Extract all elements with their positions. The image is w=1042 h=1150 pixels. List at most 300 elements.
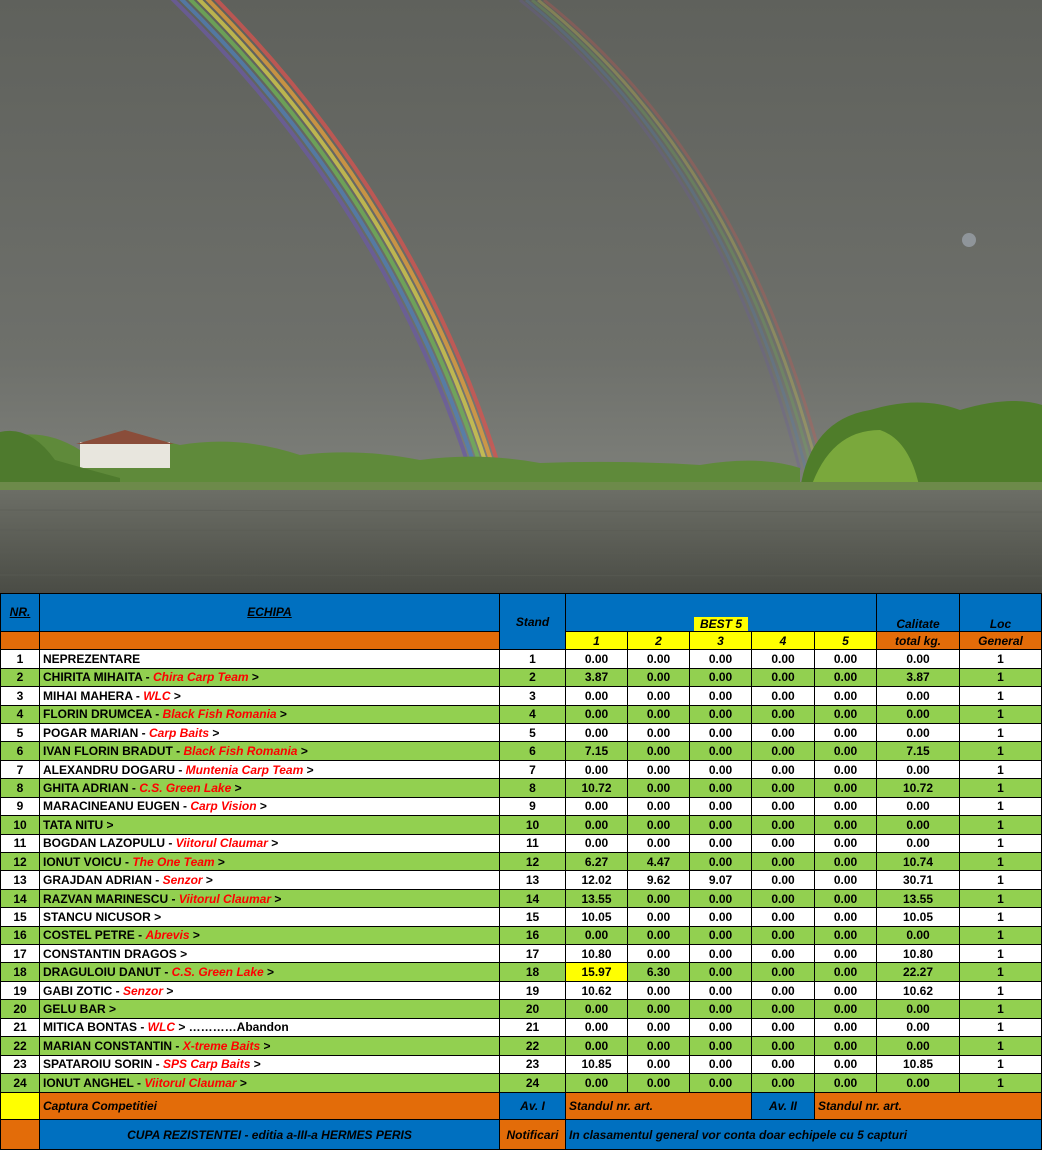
row-total: 13.55 (877, 889, 960, 907)
team-member-name: MIHAI MAHERA - (43, 688, 144, 703)
row-catch-5: 0.00 (815, 889, 877, 907)
row-catch-3: 9.07 (690, 871, 752, 889)
row-catch-1: 10.72 (566, 779, 628, 797)
row-catch-4: 0.00 (752, 760, 815, 778)
header-total-kg: total kg. (877, 631, 960, 649)
row-catch-3: 0.00 (690, 1074, 752, 1093)
row-catch-2: 0.00 (628, 724, 690, 742)
row-catch-4: 0.00 (752, 926, 815, 944)
team-club-name: Black Fish Romania (183, 744, 298, 759)
team-club-name: Viitorul Claumar (178, 891, 272, 906)
footer-standul-1: Standul nr. art. (566, 1092, 752, 1120)
table-row (1, 779, 1042, 797)
row-loc: 1 (960, 889, 1042, 907)
team-club-name: SPS Carp Baits (163, 1057, 251, 1072)
row-total: 0.00 (877, 705, 960, 723)
row-team (40, 926, 500, 944)
row-total: 10.62 (877, 981, 960, 999)
table-row (1, 705, 1042, 723)
row-team (40, 871, 500, 889)
row-catch-2: 0.00 (628, 834, 690, 852)
row-catch-2: 4.47 (628, 852, 690, 870)
team-tail: > (209, 725, 220, 740)
row-catch-1: 0.00 (566, 724, 628, 742)
row-catch-1: 10.05 (566, 908, 628, 926)
row-catch-5: 0.00 (815, 742, 877, 760)
row-catch-4: 0.00 (752, 687, 815, 705)
row-catch-1: 12.02 (566, 871, 628, 889)
row-total: 0.00 (877, 1037, 960, 1055)
row-catch-2: 9.62 (628, 871, 690, 889)
row-loc: 1 (960, 1074, 1042, 1093)
row-stand: 23 (500, 1055, 566, 1073)
row-nr: 14 (1, 889, 40, 907)
table-row (1, 834, 1042, 852)
row-catch-3: 0.00 (690, 668, 752, 686)
row-catch-5: 0.00 (815, 926, 877, 944)
row-loc: 1 (960, 705, 1042, 723)
row-catch-2: 0.00 (628, 1018, 690, 1036)
row-nr: 24 (1, 1074, 40, 1093)
row-catch-3: 0.00 (690, 742, 752, 760)
team-member-name: GELU BAR > (43, 1002, 117, 1017)
table-row (1, 871, 1042, 889)
table-row (1, 687, 1042, 705)
table-row (1, 1037, 1042, 1055)
row-catch-2: 0.00 (628, 816, 690, 834)
header-loc: Loc (960, 594, 1042, 632)
row-stand: 10 (500, 816, 566, 834)
row-team (40, 779, 500, 797)
footer-standul-2: Standul nr. art. (815, 1092, 1042, 1120)
row-catch-3: 0.00 (690, 1000, 752, 1018)
table-row (1, 1000, 1042, 1018)
row-catch-1: 0.00 (566, 926, 628, 944)
row-catch-5: 0.00 (815, 724, 877, 742)
row-catch-2: 0.00 (628, 1055, 690, 1073)
header-col-1: 1 (566, 631, 628, 649)
team-tail: > (214, 854, 225, 869)
row-catch-4: 0.00 (752, 963, 815, 981)
row-catch-5: 0.00 (815, 779, 877, 797)
row-loc: 1 (960, 1018, 1042, 1036)
row-catch-3: 0.00 (690, 1055, 752, 1073)
row-team (40, 963, 500, 981)
row-nr: 23 (1, 1055, 40, 1073)
table-row (1, 852, 1042, 870)
row-catch-2: 0.00 (628, 742, 690, 760)
header-col-2: 2 (628, 631, 690, 649)
row-catch-5: 0.00 (815, 871, 877, 889)
table-row (1, 668, 1042, 686)
row-nr: 9 (1, 797, 40, 815)
row-stand: 5 (500, 724, 566, 742)
row-catch-1: 15.97 (566, 963, 628, 981)
row-nr: 13 (1, 871, 40, 889)
row-catch-4: 0.00 (752, 1055, 815, 1073)
row-nr: 4 (1, 705, 40, 723)
row-stand: 22 (500, 1037, 566, 1055)
row-total: 0.00 (877, 724, 960, 742)
row-catch-4: 0.00 (752, 779, 815, 797)
row-loc: 1 (960, 1000, 1042, 1018)
row-team (40, 852, 500, 870)
team-tail: > (260, 1038, 271, 1053)
row-catch-3: 0.00 (690, 834, 752, 852)
row-catch-5: 0.00 (815, 760, 877, 778)
row-catch-4: 0.00 (752, 852, 815, 870)
row-total: 0.00 (877, 834, 960, 852)
team-tail: > (231, 780, 242, 795)
footer-captura: Captura Competitiei (40, 1092, 500, 1120)
best5-label: BEST 5 (694, 617, 748, 631)
row-catch-3: 0.00 (690, 1018, 752, 1036)
team-tail: > (163, 983, 174, 998)
row-nr: 6 (1, 742, 40, 760)
row-catch-5: 0.00 (815, 1055, 877, 1073)
row-loc: 1 (960, 834, 1042, 852)
row-stand: 19 (500, 981, 566, 999)
team-tail: > (276, 707, 287, 722)
row-total: 0.00 (877, 1000, 960, 1018)
row-catch-1: 0.00 (566, 816, 628, 834)
row-nr: 15 (1, 908, 40, 926)
footer-yellow-cell (1, 1092, 40, 1120)
row-loc: 1 (960, 650, 1042, 668)
row-team (40, 650, 500, 668)
row-catch-3: 0.00 (690, 797, 752, 815)
row-stand: 16 (500, 926, 566, 944)
row-nr: 8 (1, 779, 40, 797)
team-member-name: ALEXANDRU DOGARU - (43, 762, 186, 777)
row-catch-5: 0.00 (815, 945, 877, 963)
row-stand: 4 (500, 705, 566, 723)
row-stand: 18 (500, 963, 566, 981)
row-team (40, 889, 500, 907)
header-nr-sub (1, 631, 40, 649)
row-loc: 1 (960, 945, 1042, 963)
team-member-name: IVAN FLORIN BRADUT - (43, 744, 184, 759)
team-tail: > (250, 1057, 261, 1072)
row-total: 0.00 (877, 926, 960, 944)
row-stand: 11 (500, 834, 566, 852)
row-catch-1: 0.00 (566, 705, 628, 723)
row-stand: 3 (500, 687, 566, 705)
header-echipa-sub (40, 631, 500, 649)
footer-cupa: CUPA REZISTENTEI - editia a-III-a HERMES PERIS (40, 1120, 500, 1150)
row-loc: 1 (960, 797, 1042, 815)
table-row (1, 650, 1042, 668)
row-catch-4: 0.00 (752, 797, 815, 815)
team-member-name: MARACINEANU EUGEN - (43, 799, 191, 814)
row-catch-3: 0.00 (690, 724, 752, 742)
row-catch-2: 0.00 (628, 705, 690, 723)
row-catch-1: 7.15 (566, 742, 628, 760)
row-catch-4: 0.00 (752, 1074, 815, 1093)
row-total: 0.00 (877, 797, 960, 815)
team-tail: > (297, 744, 308, 759)
row-catch-2: 0.00 (628, 668, 690, 686)
row-catch-1: 0.00 (566, 760, 628, 778)
row-catch-3: 0.00 (690, 926, 752, 944)
row-stand: 12 (500, 852, 566, 870)
row-catch-4: 0.00 (752, 1018, 815, 1036)
row-catch-3: 0.00 (690, 852, 752, 870)
team-club-name: Senzor (123, 983, 164, 998)
row-team (40, 834, 500, 852)
row-catch-4: 0.00 (752, 1037, 815, 1055)
row-loc: 1 (960, 963, 1042, 981)
row-stand: 2 (500, 668, 566, 686)
row-catch-2: 0.00 (628, 687, 690, 705)
row-catch-3: 0.00 (690, 816, 752, 834)
row-stand: 20 (500, 1000, 566, 1018)
team-tail: > (263, 965, 275, 980)
header-stand: Stand (500, 594, 566, 650)
row-stand: 9 (500, 797, 566, 815)
row-catch-3: 0.00 (690, 981, 752, 999)
row-catch-4: 0.00 (752, 871, 815, 889)
team-member-name: DRAGULOIU DANUT - (43, 965, 172, 980)
row-loc: 1 (960, 687, 1042, 705)
row-loc: 1 (960, 981, 1042, 999)
row-total: 3.87 (877, 668, 960, 686)
row-team (40, 760, 500, 778)
team-member-name: MITICA BONTAS - (43, 1020, 148, 1035)
row-loc: 1 (960, 1037, 1042, 1055)
row-catch-4: 0.00 (752, 981, 815, 999)
team-club-name: Carp Baits (149, 725, 210, 740)
row-stand: 8 (500, 779, 566, 797)
row-team (40, 981, 500, 999)
row-nr: 10 (1, 816, 40, 834)
table-row (1, 945, 1042, 963)
row-total: 0.00 (877, 1018, 960, 1036)
row-stand: 6 (500, 742, 566, 760)
row-loc: 1 (960, 724, 1042, 742)
row-catch-1: 0.00 (566, 650, 628, 668)
row-catch-2: 0.00 (628, 889, 690, 907)
team-tail: > (170, 688, 181, 703)
row-total: 10.74 (877, 852, 960, 870)
row-catch-4: 0.00 (752, 724, 815, 742)
table-row (1, 816, 1042, 834)
footer-av2: Av. II (752, 1092, 815, 1120)
row-nr: 20 (1, 1000, 40, 1018)
row-catch-4: 0.00 (752, 945, 815, 963)
header-echipa: ECHIPA (40, 594, 500, 632)
team-tail: > (236, 1075, 247, 1090)
row-team (40, 816, 500, 834)
team-member-name: BOGDAN LAZOPULU - (43, 836, 176, 851)
row-catch-1: 0.00 (566, 1000, 628, 1018)
row-stand: 13 (500, 871, 566, 889)
row-catch-4: 0.00 (752, 1000, 815, 1018)
row-catch-5: 0.00 (815, 797, 877, 815)
row-catch-3: 0.00 (690, 908, 752, 926)
team-member-name: TATA NITU > (43, 817, 114, 832)
row-catch-2: 0.00 (628, 908, 690, 926)
row-catch-3: 0.00 (690, 687, 752, 705)
row-catch-5: 0.00 (815, 1074, 877, 1093)
row-catch-3: 0.00 (690, 779, 752, 797)
team-member-name: NEPREZENTARE (43, 652, 141, 667)
row-team (40, 1000, 500, 1018)
row-catch-3: 0.00 (690, 963, 752, 981)
row-catch-4: 0.00 (752, 834, 815, 852)
row-catch-2: 0.00 (628, 945, 690, 963)
row-total: 10.72 (877, 779, 960, 797)
row-total: 0.00 (877, 760, 960, 778)
table-row (1, 981, 1042, 999)
row-team (40, 668, 500, 686)
table-row (1, 742, 1042, 760)
footer-orange-cell (1, 1120, 40, 1150)
results-table (0, 593, 1042, 1150)
row-team (40, 1055, 500, 1073)
row-catch-4: 0.00 (752, 705, 815, 723)
row-catch-5: 0.00 (815, 1000, 877, 1018)
row-nr: 21 (1, 1018, 40, 1036)
row-team (40, 1074, 500, 1093)
row-nr: 17 (1, 945, 40, 963)
row-team (40, 797, 500, 815)
row-catch-1: 6.27 (566, 852, 628, 870)
team-club-name: Senzor (162, 873, 203, 888)
team-member-name: FLORIN DRUMCEA - (43, 707, 163, 722)
header-col-5: 5 (815, 631, 877, 649)
row-total: 0.00 (877, 816, 960, 834)
row-catch-4: 0.00 (752, 742, 815, 760)
row-catch-4: 0.00 (752, 650, 815, 668)
row-catch-2: 6.30 (628, 963, 690, 981)
row-catch-4: 0.00 (752, 816, 815, 834)
footer-av1: Av. I (500, 1092, 566, 1120)
row-catch-5: 0.00 (815, 963, 877, 981)
row-catch-4: 0.00 (752, 908, 815, 926)
row-catch-1: 0.00 (566, 797, 628, 815)
row-team (40, 908, 500, 926)
team-member-name: POGAR MARIAN - (43, 725, 149, 740)
team-tail: > (248, 670, 259, 685)
row-catch-3: 0.00 (690, 705, 752, 723)
row-catch-1: 13.55 (566, 889, 628, 907)
header-col-4: 4 (752, 631, 815, 649)
footer-note: In clasamentul general vor conta doar echipele cu 5 capturi (566, 1120, 1042, 1150)
row-catch-5: 0.00 (815, 852, 877, 870)
row-catch-4: 0.00 (752, 889, 815, 907)
row-catch-5: 0.00 (815, 668, 877, 686)
row-catch-2: 0.00 (628, 1000, 690, 1018)
table-row (1, 908, 1042, 926)
team-member-name: GABI ZOTIC - (43, 983, 123, 998)
row-team (40, 687, 500, 705)
team-member-name: GRAJDAN ADRIAN - (43, 873, 163, 888)
team-tail: > (271, 891, 282, 906)
row-catch-5: 0.00 (815, 687, 877, 705)
row-total: 22.27 (877, 963, 960, 981)
row-loc: 1 (960, 926, 1042, 944)
row-catch-2: 0.00 (628, 650, 690, 668)
row-catch-1: 3.87 (566, 668, 628, 686)
header-nr: NR. (1, 594, 40, 632)
team-member-name: GHITA ADRIAN - (43, 780, 140, 795)
row-nr: 16 (1, 926, 40, 944)
team-club-name: Viitorul Claumar (175, 836, 268, 851)
row-catch-2: 0.00 (628, 760, 690, 778)
team-member-name: CONSTANTIN DRAGOS > (43, 946, 188, 961)
row-catch-2: 0.00 (628, 779, 690, 797)
row-loc: 1 (960, 779, 1042, 797)
row-stand: 7 (500, 760, 566, 778)
table-row (1, 926, 1042, 944)
row-loc: 1 (960, 742, 1042, 760)
row-catch-5: 0.00 (815, 816, 877, 834)
row-catch-3: 0.00 (690, 889, 752, 907)
team-club-name: Chira Carp Team (152, 670, 249, 685)
row-nr: 2 (1, 668, 40, 686)
team-club-name: C.S. Green Lake (139, 780, 232, 795)
table-row (1, 1055, 1042, 1073)
team-club-name: Black Fish Romania (162, 707, 277, 722)
team-tail: > …………Abandon (174, 1020, 289, 1035)
row-nr: 19 (1, 981, 40, 999)
row-team (40, 945, 500, 963)
row-nr: 7 (1, 760, 40, 778)
row-stand: 17 (500, 945, 566, 963)
row-stand: 15 (500, 908, 566, 926)
row-catch-3: 0.00 (690, 945, 752, 963)
row-loc: 1 (960, 908, 1042, 926)
row-nr: 22 (1, 1037, 40, 1055)
team-club-name: WLC (147, 1020, 175, 1035)
team-member-name: STANCU NICUSOR > (43, 909, 162, 924)
row-catch-5: 0.00 (815, 981, 877, 999)
row-catch-1: 10.62 (566, 981, 628, 999)
table-row (1, 724, 1042, 742)
row-loc: 1 (960, 871, 1042, 889)
row-catch-2: 0.00 (628, 926, 690, 944)
row-catch-2: 0.00 (628, 981, 690, 999)
team-club-name: Abrevis (145, 928, 190, 943)
row-catch-1: 0.00 (566, 687, 628, 705)
row-team (40, 742, 500, 760)
team-club-name: X-treme Baits (182, 1038, 261, 1053)
row-catch-5: 0.00 (815, 1037, 877, 1055)
team-club-name: Carp Vision (190, 799, 257, 814)
row-team (40, 705, 500, 723)
row-catch-3: 0.00 (690, 650, 752, 668)
row-catch-2: 0.00 (628, 1074, 690, 1093)
row-loc: 1 (960, 816, 1042, 834)
row-nr: 11 (1, 834, 40, 852)
table-row (1, 1074, 1042, 1093)
team-member-name: CHIRITA MIHAITA - (43, 670, 153, 685)
team-tail: > (202, 873, 213, 888)
row-total: 0.00 (877, 687, 960, 705)
footer-notificari: Notificari (500, 1120, 566, 1150)
row-catch-5: 0.00 (815, 650, 877, 668)
row-team (40, 1018, 500, 1036)
header-calitate: Calitate (877, 594, 960, 632)
row-catch-4: 0.00 (752, 668, 815, 686)
row-catch-5: 0.00 (815, 908, 877, 926)
row-catch-1: 0.00 (566, 1074, 628, 1093)
team-tail: > (303, 762, 314, 777)
row-total: 10.80 (877, 945, 960, 963)
row-nr: 5 (1, 724, 40, 742)
team-tail: > (189, 928, 200, 943)
